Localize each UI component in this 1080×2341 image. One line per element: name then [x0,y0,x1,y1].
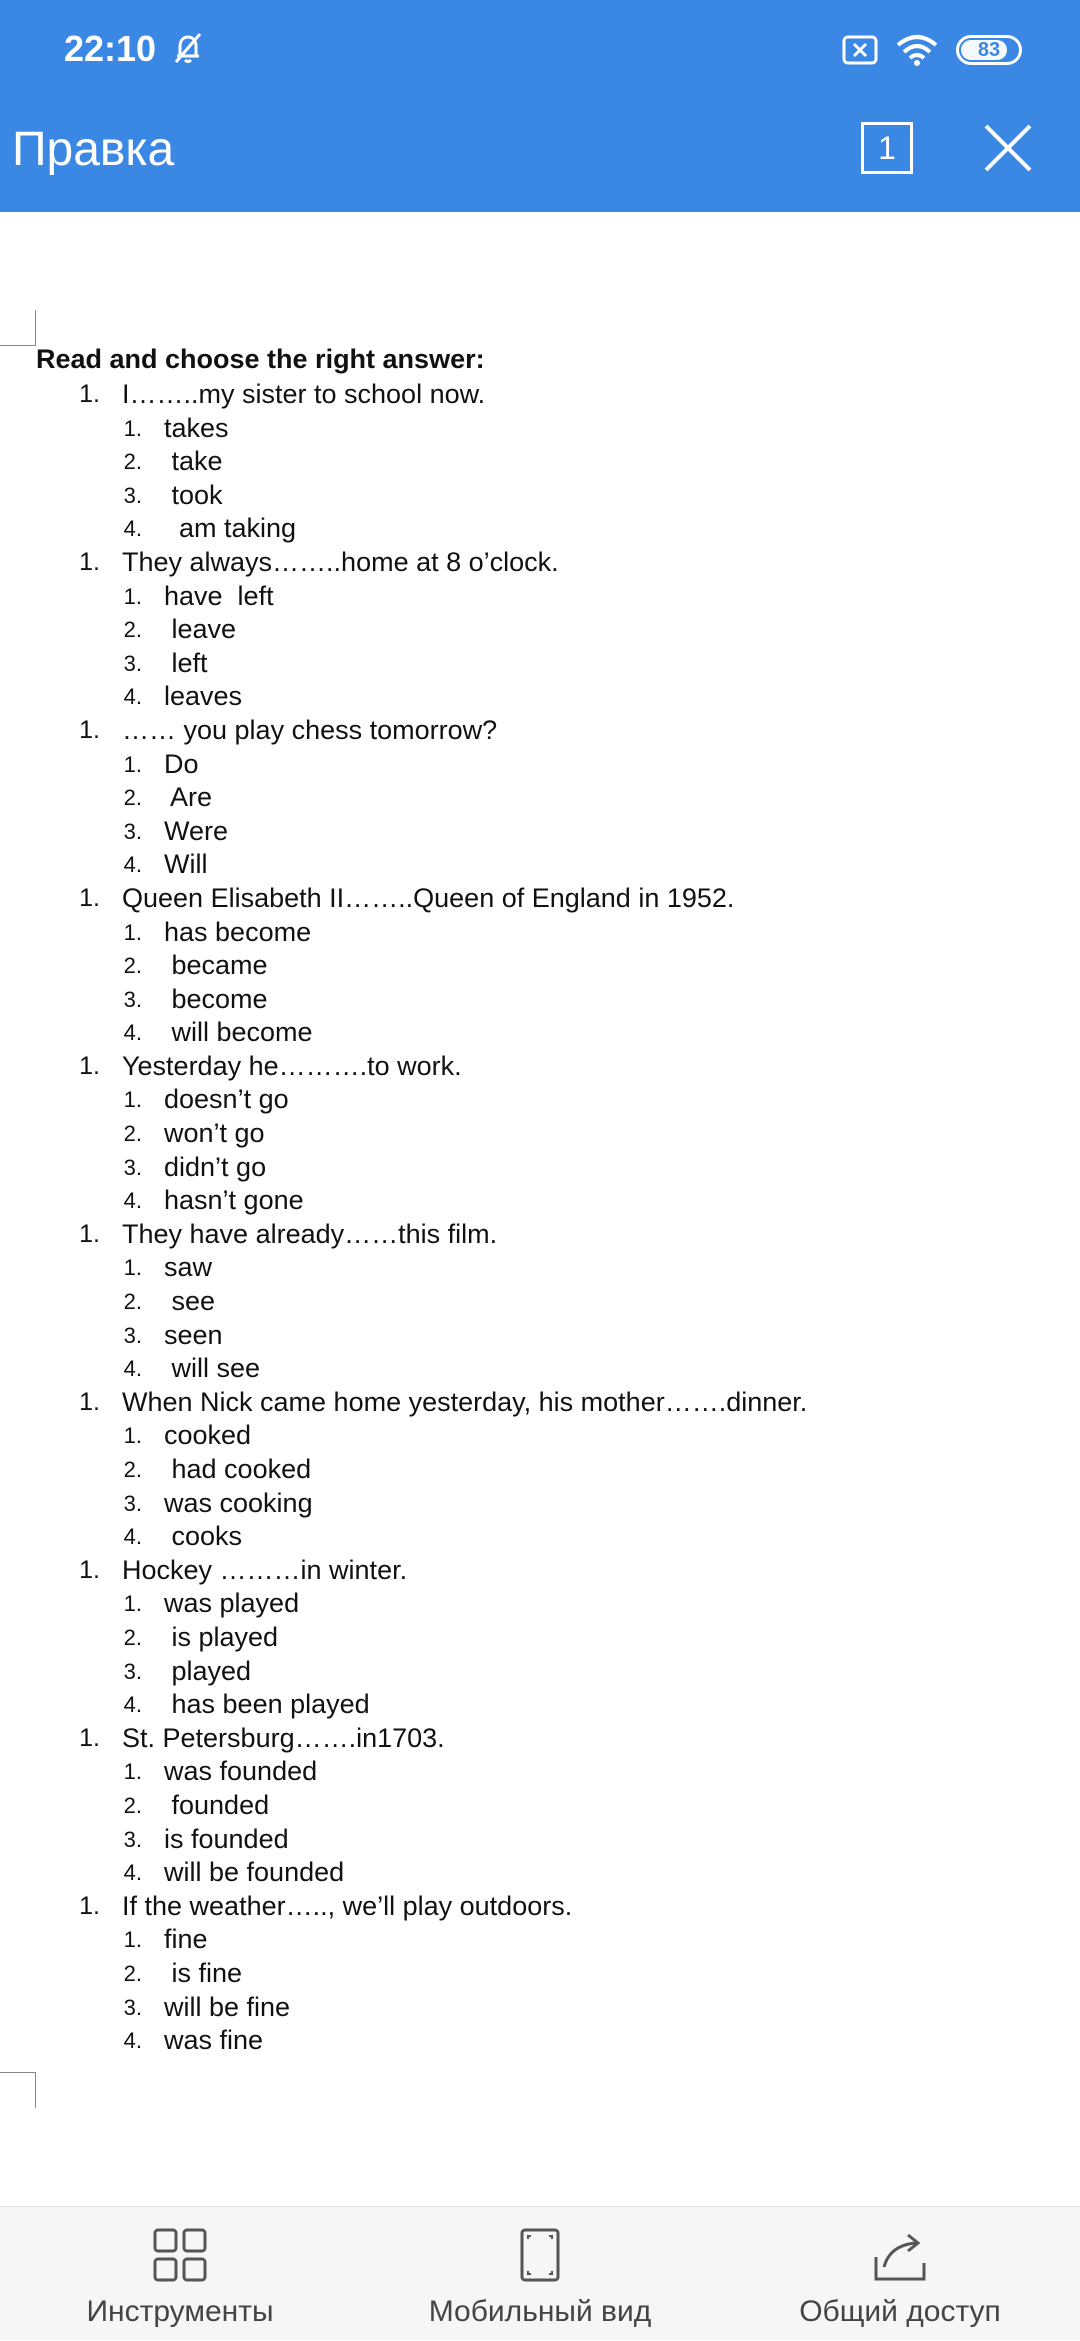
option-number: 1. [123,415,142,441]
tools-label: Инструменты [86,2295,274,2328]
option-number: 3. [123,1658,142,1684]
answer-option [0,1655,1080,1689]
option-text: leave [164,614,237,645]
option-text: am taking [164,513,297,544]
option-number: 2. [123,1624,142,1650]
question-item [0,546,1080,580]
option-number: 1. [123,1423,142,1449]
option-text: had cooked [164,1454,312,1484]
question-number: 1. [79,883,100,912]
answer-option [0,647,1080,681]
app-bar [0,100,1080,212]
answer-option [0,1755,1080,1789]
share-button[interactable] [720,2207,1080,2341]
option-number: 2. [123,785,142,811]
answer-option [0,479,1080,513]
question-item [0,1050,1080,1084]
answer-option [0,1352,1080,1386]
option-number: 3. [123,986,142,1012]
option-text: became [164,950,268,981]
status-time: 22:10 [64,28,157,69]
question-number: 1. [79,1219,100,1248]
answer-option [0,1184,1080,1218]
question-item [0,378,1080,412]
answer-option [0,412,1080,446]
option-text: won’t go [164,1118,265,1149]
option-text: Will [164,849,208,880]
answer-option [0,848,1080,882]
answer-option [0,983,1080,1017]
option-text: doesn’t go [164,1084,289,1115]
option-number: 4. [123,516,142,542]
option-text: left [164,647,208,678]
answer-option [0,1688,1080,1722]
option-number: 3. [123,1322,142,1348]
answer-option [0,1789,1080,1823]
page-count-label: 1 [878,129,896,166]
question-text: They always……..home at 8 o’clock. [122,546,559,577]
question-item [0,714,1080,748]
document-heading: Read and choose the right answer: [36,344,485,374]
answer-option [0,1016,1080,1050]
option-number: 2. [123,1121,142,1147]
option-text: seen [164,1319,223,1350]
option-number: 3. [123,818,142,844]
option-number: 1. [123,751,142,777]
question-item [0,882,1080,916]
option-number: 1. [123,1759,142,1785]
battery-indicator [956,35,1022,65]
question-text: When Nick came home yesterday, his mother…….dinner. [122,1386,808,1417]
option-text: is played [164,1621,279,1652]
answer-option [0,781,1080,815]
option-text: played [164,1655,252,1686]
option-text: fine [164,1924,208,1955]
question-list [0,378,1080,2058]
option-text: hasn’t gone [164,1185,304,1216]
option-text: is founded [164,1823,289,1854]
option-text: will be fine [164,1991,291,2022]
option-number: 2. [123,1792,142,1818]
no-sim-icon [842,35,878,65]
option-text: see [164,1286,216,1317]
question-text: If the weather….., we’ll play outdoors. [122,1890,573,1921]
mobile-view-button[interactable] [360,2207,720,2341]
page-count-button[interactable] [861,122,913,174]
option-text: become [164,983,268,1014]
option-text: was cooking [164,1487,313,1518]
option-text: saw [164,1252,213,1283]
status-bar [0,0,1080,100]
option-number: 2. [123,617,142,643]
answer-option [0,613,1080,647]
option-number: 4. [123,1692,142,1718]
mobile-view-icon [512,2227,568,2283]
page-margin-marker [0,310,36,346]
answer-option [0,680,1080,714]
answer-option [0,1823,1080,1857]
option-text: is fine [164,1957,243,1988]
option-number: 1. [123,1087,142,1113]
question-number: 1. [79,715,100,744]
option-number: 4. [123,852,142,878]
answer-option [0,1419,1080,1453]
status-icons [842,30,1022,70]
question-text: St. Petersburg…….in1703. [122,1722,445,1753]
question-item [0,1554,1080,1588]
option-text: Do [164,748,199,779]
question-text: Yesterday he……….to work. [122,1050,462,1081]
mobile-view-label: Мобильный вид [428,2295,652,2328]
option-number: 1. [123,1591,142,1617]
answer-option [0,748,1080,782]
question-number: 1. [79,1387,100,1416]
bottom-toolbar [0,2206,1080,2340]
question-number: 1. [79,1555,100,1584]
option-text: will be founded [164,1857,345,1888]
option-number: 3. [123,1994,142,2020]
option-text: was played [164,1588,300,1619]
option-number: 2. [123,449,142,475]
option-number: 4. [123,1356,142,1382]
option-number: 1. [123,583,142,609]
option-number: 2. [123,1960,142,1986]
answer-option [0,1285,1080,1319]
page-margin-marker [0,2072,36,2108]
question-text: I……..my sister to school now. [122,379,486,409]
question-item [0,1386,1080,1420]
option-number: 2. [123,1457,142,1482]
answer-option [0,1083,1080,1117]
option-text: take [164,446,223,477]
option-number: 2. [123,953,142,979]
question-number: 1. [79,1723,100,1752]
option-number: 4. [123,1020,142,1046]
question-text: Queen Elisabeth II……..Queen of England in 1952. [122,882,735,913]
tools-grid-icon [152,2227,208,2283]
battery-percent: 83 [977,38,1001,61]
answer-option [0,1587,1080,1621]
tools-button[interactable] [0,2207,360,2341]
option-text: Are [164,782,213,813]
answer-option [0,1487,1080,1521]
share-label: Общий доступ [799,2295,1001,2328]
option-text: was founded [164,1756,318,1787]
option-text: will become [164,1017,313,1048]
option-text: has become [164,916,312,947]
notifications-muted-icon [168,28,208,68]
answer-option [0,1117,1080,1151]
answer-option [0,1923,1080,1957]
option-number: 4. [123,2028,142,2054]
answer-option [0,1319,1080,1353]
option-number: 3. [123,1154,142,1180]
option-number: 1. [123,919,142,945]
question-number: 1. [79,1051,100,1080]
option-number: 3. [123,650,142,676]
answer-option [0,1453,1080,1487]
question-number: 1. [79,380,100,408]
option-number: 3. [123,1826,142,1852]
option-text: has been played [164,1689,370,1720]
option-number: 1. [123,1255,142,1281]
question-text: …… you play chess tomorrow? [122,714,498,745]
option-text: leaves [164,681,243,712]
answer-option [0,1991,1080,2025]
answer-option [0,1856,1080,1890]
answer-option [0,445,1080,479]
option-number: 4. [123,1860,142,1886]
option-text: cooks [164,1521,243,1552]
option-text: Were [164,815,229,846]
option-number: 4. [123,1188,142,1214]
close-icon[interactable] [980,120,1036,176]
option-number: 2. [123,1289,142,1315]
option-number: 4. [123,1524,142,1550]
question-number: 1. [79,547,100,576]
answer-option [0,1957,1080,1991]
answer-option [0,1151,1080,1185]
option-text: will see [164,1353,261,1384]
answer-option [0,815,1080,849]
answer-option [0,916,1080,950]
option-number: 1. [123,1927,142,1953]
answer-option [0,580,1080,614]
answer-option [0,1621,1080,1655]
question-item [0,1722,1080,1756]
document-page[interactable] [0,212,1080,2212]
option-number: 3. [123,482,142,508]
option-text: takes [164,412,229,443]
option-text: was fine [164,2025,264,2056]
page-title: Правка [12,123,175,176]
option-text: have left [164,580,274,611]
option-text: didn’t go [164,1151,267,1182]
answer-option [0,512,1080,546]
option-text: cooked [164,1420,252,1451]
question-number: 1. [79,1891,100,1920]
answer-option [0,2024,1080,2058]
option-number: 4. [123,684,142,710]
answer-option [0,1520,1080,1554]
question-text: They have already……this film. [122,1218,498,1249]
question-item [0,1890,1080,1924]
question-text: Hockey ………in winter. [122,1554,408,1585]
answer-option [0,949,1080,983]
option-text: founded [164,1789,270,1820]
option-number: 3. [123,1490,142,1516]
share-icon [872,2227,928,2283]
option-text: took [164,479,223,510]
wifi-icon [894,33,940,67]
answer-option [0,1251,1080,1285]
question-item [0,1218,1080,1252]
